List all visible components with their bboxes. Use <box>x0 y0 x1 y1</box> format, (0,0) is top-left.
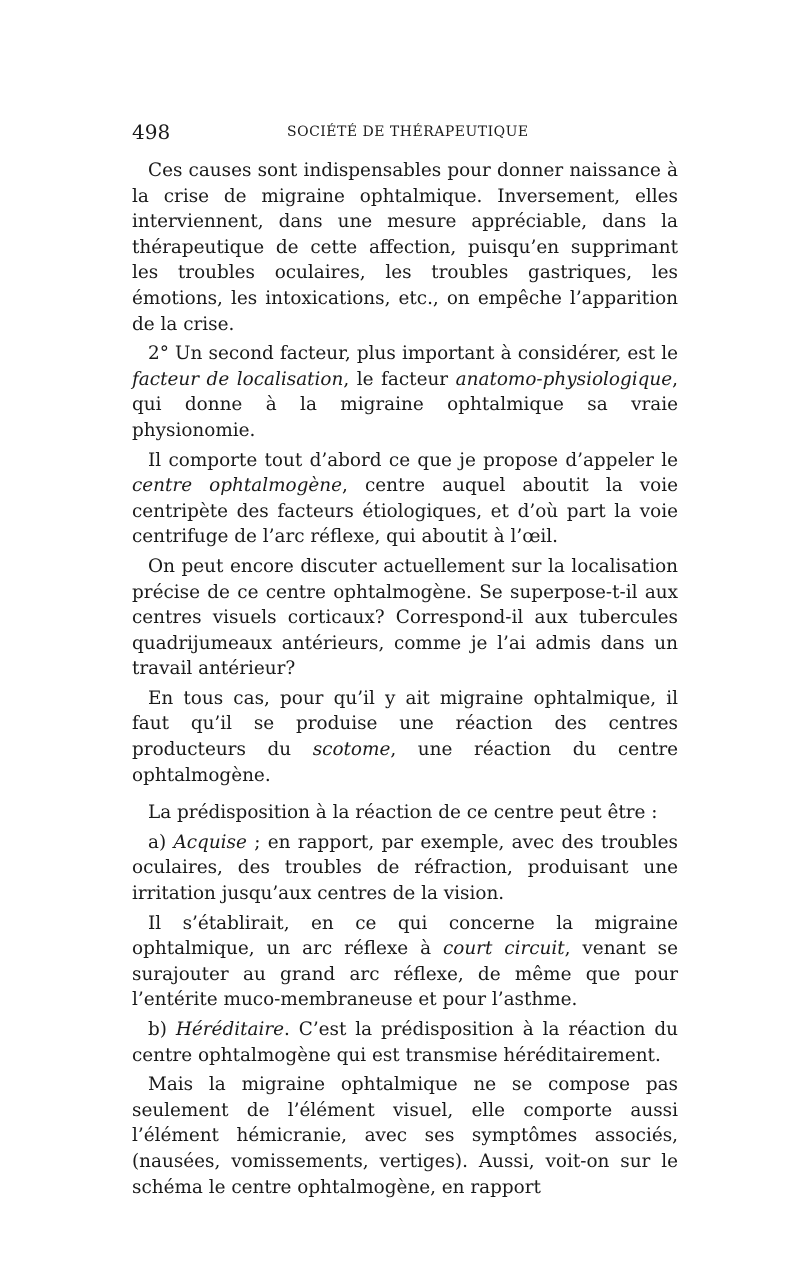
paragraph-3: Il comporte tout d’abord ce que je propose d’appeler le centre ophtalmogène, centre auquel aboutit la voie centripète des facteurs étiologiques, et d’où part la voie centrifuge de l’arc réflexe, qui aboutit à l’œil. <box>132 449 679 548</box>
paragraph-6: La prédisposition à la réaction de ce centre peut être : <box>148 802 658 824</box>
paragraph-7: a) Acquise ; en rapport, par exemple, avec des troubles oculaires, des troubles de réfraction, produisant une irritation jusqu’aux centres de la vision. <box>132 831 678 905</box>
paragraph-8: Il s’établirait, en ce qui concerne la migraine ophtalmique, un arc réflexe à court circuit, venant se surajouter au grand arc réflexe, de même que pour l’entérite muco-membraneuse et pour l’asthme. <box>132 912 678 1011</box>
running-head: SOCIÉTÉ DE THÉRAPEUTIQUE <box>287 124 529 140</box>
page-number: 498 <box>132 120 171 144</box>
page-header <box>132 120 678 144</box>
paragraph-10: Mais la migraine ophtalmique ne se compose pas seulement de l’élément visuel, elle comporte aussi l’élément hémicranie, avec ses symptômes associés, (nausées, vomissements, vertiges). Aussi, voit-on sur le schéma le centre ophtalmogène, en rapport <box>132 1074 678 1198</box>
paragraph-2: 2° Un second facteur, plus important à considérer, est le facteur de localisation, le facteur anatomo-physiologique, qui donne à la migraine ophtalmique sa vraie physionomie. <box>132 343 678 441</box>
paragraph-4: On peut encore discuter actuellement sur la localisation précise de ce centre ophtalmogène. Se superpose-t-il aux centres visuels corticaux? Correspond-il aux tubercules quadrijumeaux antérieurs, comme je l’ai admis dans un travail antérieur? <box>132 555 678 680</box>
paragraph-5: En tous cas, pour qu’il y ait migraine ophtalmique, il faut qu’il se produise une réaction des centres producteurs du scotome, une réaction du centre ophtalmogène. <box>132 687 679 786</box>
body-text <box>132 158 678 1204</box>
paragraph-9: b) Héréditaire. C’est la prédisposition à la réaction du centre ophtalmogène qui est transmise héréditairement. <box>132 1019 678 1066</box>
paragraph-1: Ces causes sont indispensables pour donner naissance à la crise de migraine ophtalmique. Inversement, elles interviennent, dans une mesure appréciable, dans la thérapeutique de cette affection, puisqu’en supprimant les troubles oculaires, les troubles gastriques, les émotions, les intoxications, etc., on empêche l’apparition de la crise. <box>132 160 678 335</box>
